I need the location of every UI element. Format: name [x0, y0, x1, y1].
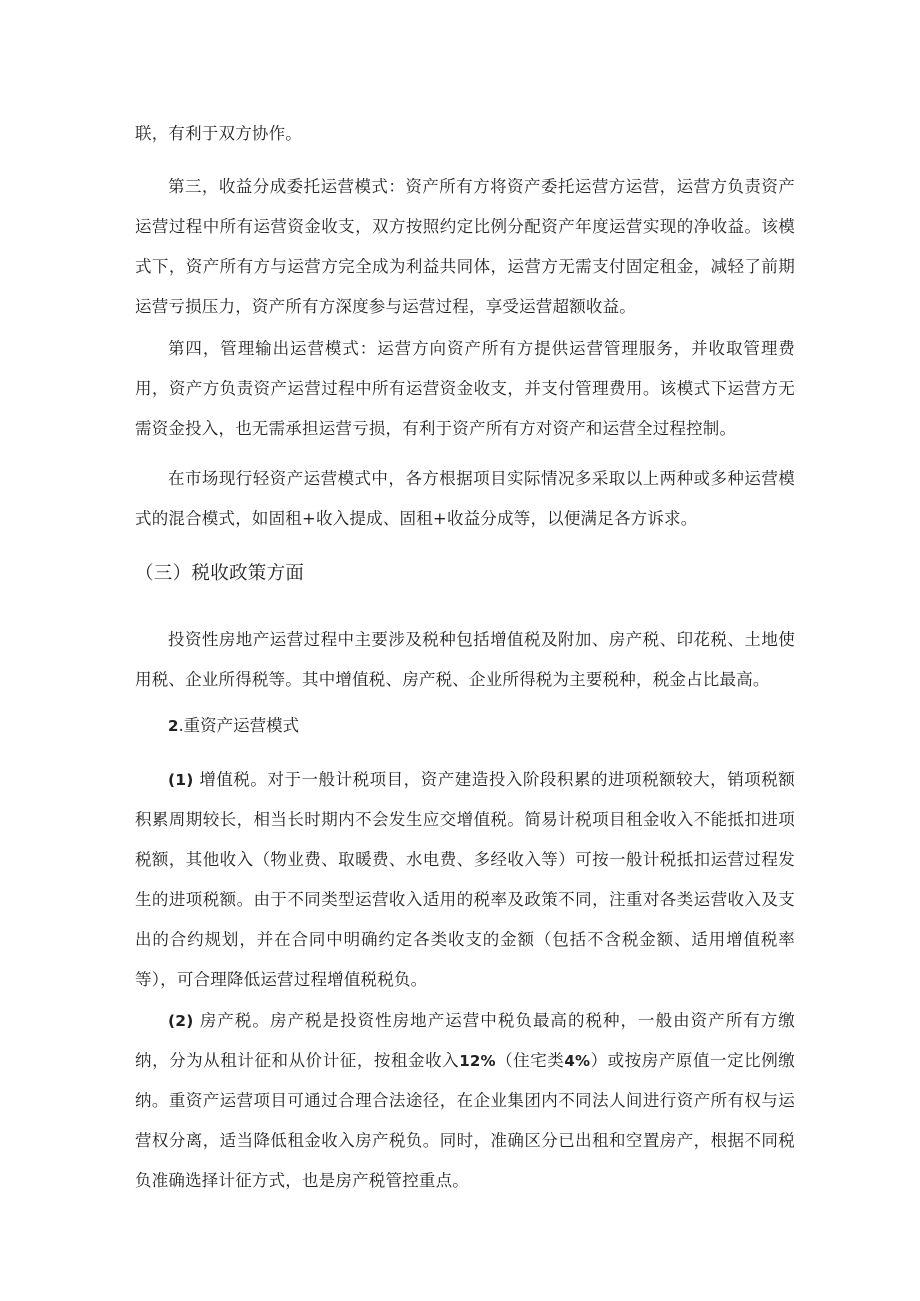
- property-tax-text-b: （住宅类: [495, 1051, 565, 1070]
- paragraph-tax-overview: 投资性房地产运营过程中主要涉及税种包括增值税及附加、房产税、印花税、土地使用税、企业所得税等。其中增值税、房产税、企业所得税为主要税种，税金占比最高。: [135, 630, 795, 689]
- rate-12-percent: 12%: [459, 1052, 496, 1070]
- subheading-number: 2: [168, 717, 179, 735]
- paragraph-continuation: 联，有利于双方协作。: [135, 124, 302, 143]
- subheading-text: .重资产运营模式: [178, 716, 300, 735]
- subheading-heavy-asset-model: [168, 706, 768, 746]
- property-tax-text-a: 房产税。房产税是投资性房地产运营中税负最高的税种，一般由资产所有方缴纳，分为从租计征和从价计征，按租金收入: [135, 1011, 795, 1070]
- section-heading-tax-policy: （三）税收政策方面: [135, 563, 305, 584]
- paragraph-management-output-model: 第四，管理输出运营模式：运营方向资产所有方提供运营管理服务，并收取管理费用，资产方负责资产运营过程中所有运营资金收支，并支付管理费用。该模式下运营方无需资金投入，也无需承担运营亏损，有利于资产所有方对资产和运营全过程控制。: [135, 339, 795, 438]
- vat-text: 增值税。对于一般计税项目，资产建造投入阶段积累的进项税额较大，销项税额积累周期较长，相当长时期内不会发生应交增值税。简易计税项目租金收入不能抵扣进项税额，其他收入（物业费、取暖费、水电费、多经收入等）可按一般计税抵扣运营过程发生的进项税额。由于不同类型运营收入适用的税率及政策不同，注重对各类运营收入及支出的合约规划，并在合同中明确约定各类收支的金额（包括不含税金额、适用增值税率等），可合理降低运营过程增值税税负。: [135, 770, 795, 989]
- item-number-2: (2): [168, 1012, 194, 1030]
- rate-4-percent: 4%: [564, 1052, 591, 1070]
- paragraph-revenue-sharing-model: 第三，收益分成委托运营模式：资产所有方将资产委托运营方运营，运营方负责资产运营过程中所有运营资金收支，双方按照约定比例分配资产年度运营实现的净收益。该模式下，资产所有方与运营方完全成为利益共同体，运营方无需支付固定租金，减轻了前期运营亏损压力，资产所有方深度参与运营过程，享受运营超额收益。: [135, 177, 795, 316]
- property-tax-text-c: ）或按房产原值一定比例缴纳。重资产运营项目可通过合理合法途径，在企业集团内不同法人间进行资产所有权与运营权分离，适当降低租金收入房产税负。同时，准确区分已出租和空置房产，根据不同税负准确选择计征方式，也是房产税管控重点。: [135, 1051, 795, 1190]
- paragraph-mixed-model: 在市场现行轻资产运营模式中，各方根据项目实际情况多采取以上两种或多种运营模式的混合模式，如固租+收入提成、固租+收益分成等，以便满足各方诉求。: [135, 469, 795, 528]
- item-number-1: (1): [168, 771, 194, 789]
- paragraph-vat: [135, 760, 795, 1000]
- paragraph-property-tax: [135, 1001, 795, 1201]
